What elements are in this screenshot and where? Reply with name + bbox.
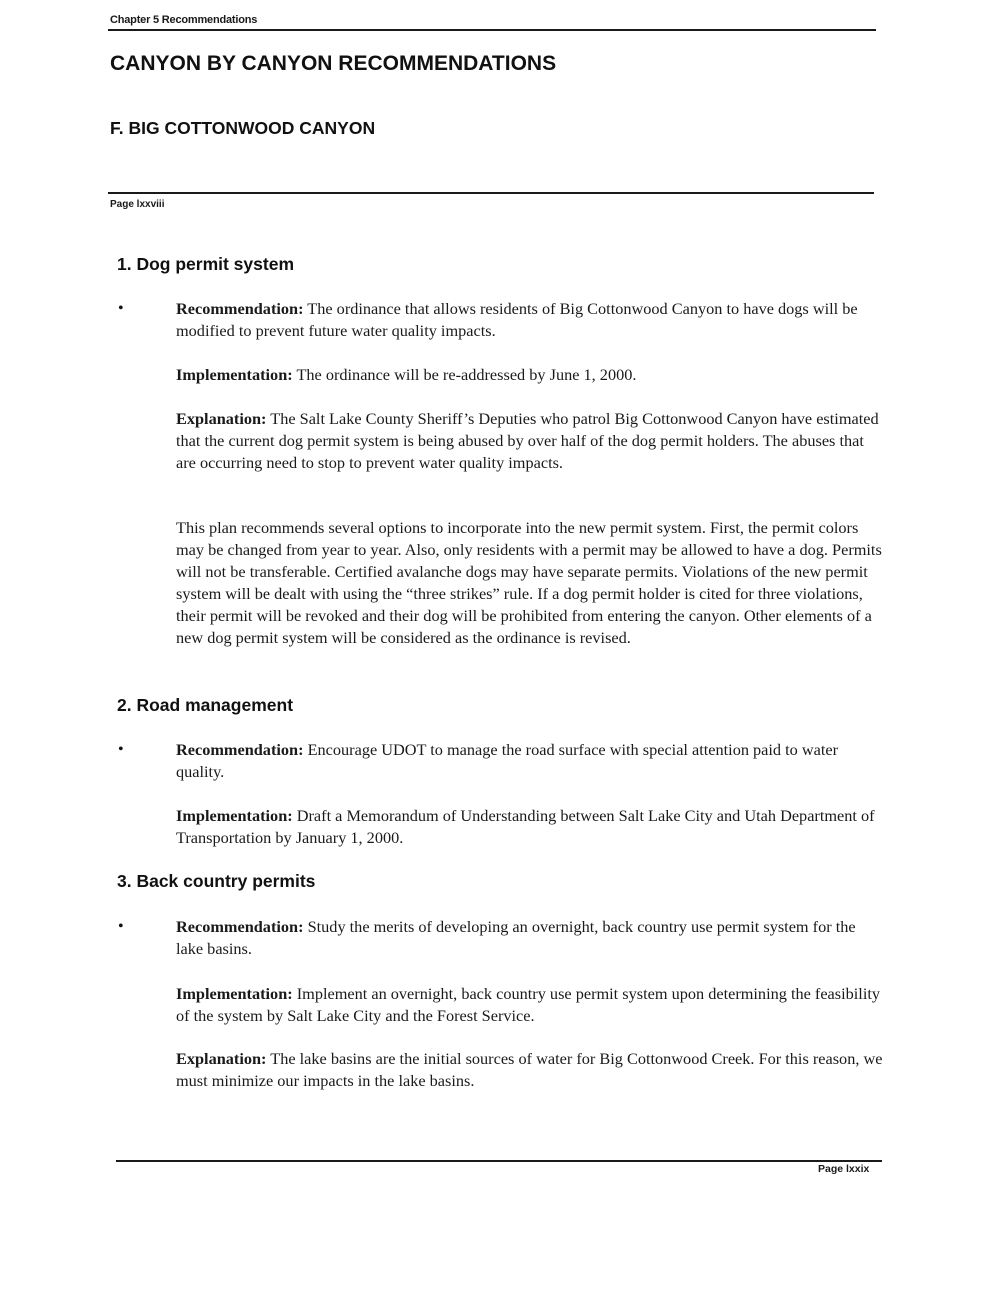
recommendation-text: The ordinance that allows residents of Big Cottonwood Canyon to have dogs will be modified to prevent future water quality impacts. (176, 299, 858, 340)
recommendation-label: Recommendation: (176, 917, 304, 936)
body-paragraph: This plan recommends several options to incorporate into the new permit system. First, the permit colors may be changed from year to year. Also, only residents with a permit may be allowed to have a dog. Permits will not be transferable. Certified avalanche dogs may have separate permits. Violations of the new permit system will be dealt with using the “three strikes” rule. If a dog permit holder is cited for three violations, their permit will be revoked and their dog will be prohibited from entering the canyon. Other elements of a new dog permit system will be considered as the ordinance is revised. (176, 518, 882, 647)
explanation-paragraph (176, 1048, 886, 1092)
implementation-text: Implement an overnight, back country use permit system upon determining the feasibility of the system by Salt Lake City and the Forest Service. (176, 984, 881, 1025)
section-heading-back-country: 3. Back country permits (117, 871, 316, 891)
header-rule (108, 29, 876, 31)
section-heading-dog-permit: 1. Dog permit system (117, 254, 294, 274)
implementation-text: Draft a Memorandum of Understanding between Salt Lake City and Utah Department of Transportation by January 1, 2000. (176, 806, 875, 847)
implementation-paragraph (176, 805, 886, 849)
explanation-text: The lake basins are the initial sources of water for Big Cottonwood Creek. For this reason, we must minimize our impacts in the lake basins. (176, 1049, 883, 1090)
implementation-label: Implementation: (176, 984, 293, 1003)
explanation-text: The Salt Lake County Sheriff’s Deputies who patrol Big Cottonwood Canyon have estimated that the current dog permit system is being abused by over half of the dog permit holders. The abuses that are occurring need to stop to prevent water quality impacts. (176, 409, 879, 472)
page-number-top: Page lxxviii (110, 199, 165, 210)
implementation-label: Implementation: (176, 365, 293, 384)
explanation-label: Explanation: (176, 409, 267, 428)
bullet-icon: • (118, 918, 124, 935)
implementation-paragraph (176, 364, 886, 386)
page-title: CANYON BY CANYON RECOMMENDATIONS (110, 52, 557, 75)
section-heading-road-management: 2. Road management (117, 695, 294, 715)
explanation-paragraph (176, 408, 886, 474)
footer-rule (116, 1160, 882, 1162)
section-title: F. BIG COTTONWOOD CANYON (110, 118, 376, 138)
bullet-icon: • (118, 741, 124, 758)
implementation-paragraph (176, 983, 886, 1027)
implementation-text: The ordinance will be re-addressed by June 1, 2000. (292, 365, 637, 384)
recommendation-label: Recommendation: (176, 740, 304, 759)
recommendation-paragraph (176, 298, 886, 342)
running-head: Chapter 5 Recommendations (110, 14, 258, 26)
recommendation-text: Study the merits of developing an overnight, back country use permit system for the lake basins. (176, 917, 856, 958)
recommendation-paragraph (176, 739, 886, 783)
page-number-bottom: Page lxxix (818, 1163, 870, 1175)
implementation-label: Implementation: (176, 806, 293, 825)
bullet-icon: • (118, 300, 124, 317)
recommendation-label: Recommendation: (176, 299, 304, 318)
recommendation-paragraph (176, 916, 886, 960)
explanation-label: Explanation: (176, 1049, 267, 1068)
page-break-rule (108, 192, 874, 194)
recommendation-text: Encourage UDOT to manage the road surface with special attention paid to water quality. (176, 740, 839, 781)
